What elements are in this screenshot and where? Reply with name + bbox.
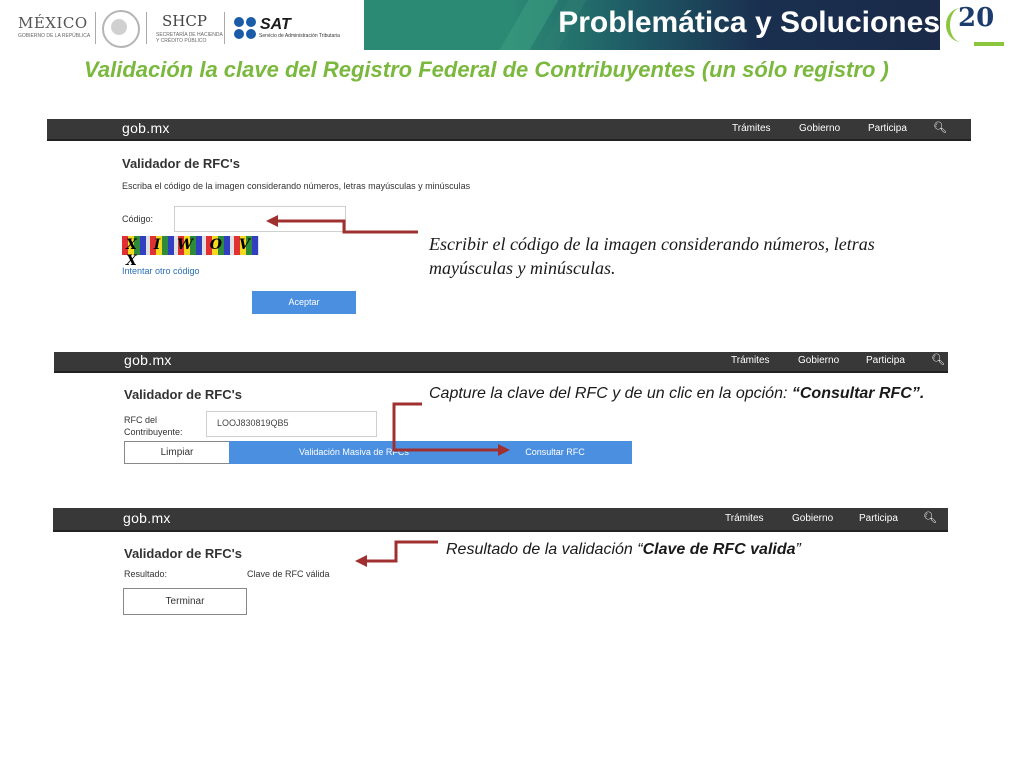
search-icon[interactable]: 🔍︎ xyxy=(931,354,945,366)
sat-logo-subtext: Servicio de Administración Tributaria xyxy=(259,33,340,39)
validator-title: Validador de RFC's xyxy=(122,156,240,171)
nav-gobierno[interactable]: Gobierno xyxy=(792,513,834,524)
gobmx-logo[interactable]: gob.mx xyxy=(122,120,170,136)
page-title: Problemática y Soluciones xyxy=(558,6,940,39)
search-icon[interactable]: 🔍︎ xyxy=(933,122,947,134)
national-seal-icon xyxy=(102,10,140,48)
nav-participa[interactable]: Participa xyxy=(859,513,898,524)
code-label: Código: xyxy=(122,214,154,224)
clear-button[interactable]: Limpiar xyxy=(124,441,230,464)
anniversary-logo-icon: 20 xyxy=(940,0,1024,50)
consult-rfc-button[interactable]: Consultar RFC xyxy=(478,441,632,464)
accept-button[interactable]: Aceptar xyxy=(252,291,356,314)
bulk-validation-button[interactable]: Validación Masiva de RFCs xyxy=(229,441,479,464)
logo-divider xyxy=(95,12,96,44)
result-value: Clave de RFC válida xyxy=(247,569,330,579)
instruction-note-2: Capture la clave del RFC y de un clic en la opción: “Consultar RFC”. xyxy=(429,385,925,402)
mexico-logo-subtext: GOBIERNO DE LA REPÚBLICA xyxy=(18,33,91,39)
gobmx-logo[interactable]: gob.mx xyxy=(124,352,172,368)
pointer-arrow xyxy=(262,208,422,238)
instruction-note-3: Resultado de la validación “Clave de RFC valida” xyxy=(446,541,801,558)
captcha-instructions: Escriba el código de la imagen considerando números, letras mayúsculas y minúsculas xyxy=(122,181,471,191)
sat-logo-text: SAT xyxy=(260,16,291,33)
nav-gobierno[interactable]: Gobierno xyxy=(798,355,840,366)
nav-tramites[interactable]: Trámites xyxy=(732,123,771,134)
nav-participa[interactable]: Participa xyxy=(868,123,907,134)
nav-participa[interactable]: Participa xyxy=(866,355,905,366)
gobmx-logo[interactable]: gob.mx xyxy=(123,510,171,526)
pointer-arrow xyxy=(352,538,442,568)
gobmx-navbar xyxy=(53,508,948,532)
logo-divider xyxy=(146,12,147,44)
shcp-logo-text: SHCP xyxy=(162,12,207,30)
search-icon[interactable]: 🔍︎ xyxy=(923,512,937,524)
nav-tramites[interactable]: Trámites xyxy=(731,355,770,366)
captcha-image: X I W O V X xyxy=(122,236,259,255)
logo-divider xyxy=(224,12,225,44)
shcp-logo-subtext: SECRETARÍA DE HACIENDA Y CRÉDITO PÚBLICO xyxy=(156,32,223,44)
nav-tramites[interactable]: Trámites xyxy=(725,513,764,524)
nav-gobierno[interactable]: Gobierno xyxy=(799,123,841,134)
slide-subtitle: Validación la clave del Registro Federal de Contribuyentes (un sólo registro ) xyxy=(84,57,889,82)
finish-button[interactable]: Terminar xyxy=(123,588,247,615)
sat-logo-icon xyxy=(234,17,258,41)
gobmx-navbar xyxy=(47,119,971,141)
gobmx-navbar xyxy=(54,352,948,373)
pointer-arrow xyxy=(388,400,514,456)
instruction-note-1: Escribir el código de la imagen considerando números, letras mayúsculas y minúsculas. xyxy=(429,234,875,278)
validator-title: Validador de RFC's xyxy=(124,546,242,561)
retry-captcha-link[interactable]: Intentar otro código xyxy=(122,266,200,276)
validator-title: Validador de RFC's xyxy=(124,387,242,402)
rfc-label: RFC del Contribuyente: xyxy=(124,415,183,437)
mexico-logo-text: MÉXICO xyxy=(18,14,88,32)
rfc-input[interactable]: LOOJ830819QB5 xyxy=(206,411,377,437)
result-label: Resultado: xyxy=(124,569,168,579)
